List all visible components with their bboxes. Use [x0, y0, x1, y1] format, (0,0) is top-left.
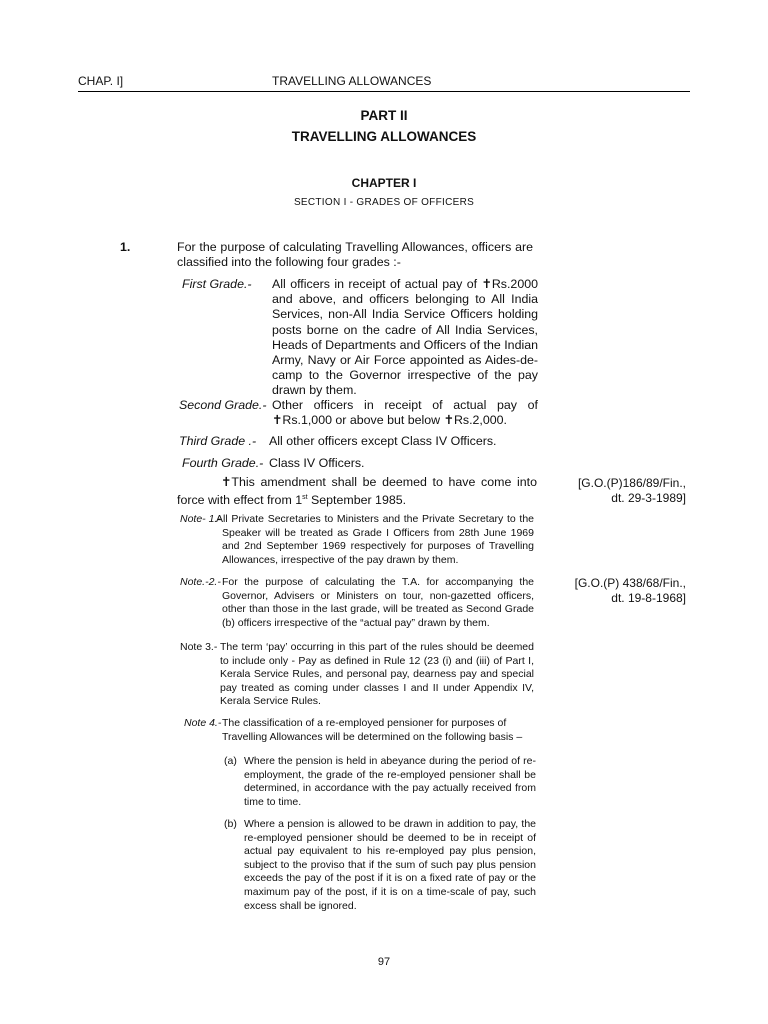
note3-text: The term ‘pay’ occurring in this part of the rules should be deemed to include only - Pay as defined in Rule 12 (23 (i) and (iii) of Part I, Kerala Service Rules, and personal pay, dearness pay and special pay treated as coming under classes I and II under Appendix IV, Kerala Service Rules. [220, 641, 534, 708]
amendment-go-reference [540, 476, 686, 506]
amendment-text-end: September 1985. [307, 493, 407, 508]
rule-number: 1. [120, 240, 131, 254]
note2-go-line1: [G.O.(P) 438/68/Fin., [574, 576, 686, 590]
grade-label-first: First Grade.- [182, 277, 252, 291]
amendment-go-line1: [G.O.(P)186/89/Fin., [577, 476, 686, 490]
note2-go-line2: dt. 19-8-1968] [611, 591, 686, 605]
grade-text-fourth: Class IV Officers. [269, 456, 365, 470]
grade-text-second: Other officers in receipt of actual pay of ✝Rs.1,000 or above but below ✝Rs.2,000. [272, 398, 538, 428]
amendment-superscript: st [302, 494, 308, 502]
header-rule [78, 91, 690, 92]
grade-text-first: All officers in receipt of actual pay of ✝Rs.2000 and above, and officers belonging to All India Services, non-All India Service Officers holding posts borne on the cadre of All India Services, Heads of Departments and Officers of the Indian Army, Navy or Air Force appointed as Aides-de-camp to the Governor irrespective of the pay drawn by them. [272, 277, 538, 398]
grade-text-third: All other officers except Class IV Officers. [269, 434, 497, 448]
amendment-text: ✝This amendment shall be deemed to have come into force with effect from 1 [177, 475, 537, 508]
amendment-note [177, 475, 537, 509]
note4-label: Note 4.- [184, 717, 222, 729]
note4-text: The classification of a re-employed pensioner for purposes of Travelling Allowances will be determined on the following basis – [222, 717, 523, 743]
note4-item-a-text: Where the pension is held in abeyance during the period of re-employment, the grade of the re-employed pensioner shall be determined, in accordance with the pay actually received from time to time. [244, 755, 536, 808]
chapter-reference: CHAP. I] [78, 74, 124, 88]
note3-label: Note 3.- [180, 641, 218, 653]
grade-label-second: Second Grade.- [179, 398, 267, 412]
note4-item-b-label: (b) [224, 818, 237, 830]
note2-go-reference [540, 576, 686, 606]
note4-item-a-label: (a) [224, 755, 237, 767]
note4-item-b-text: Where a pension is allowed to be drawn in addition to pay, the re-employed pensioner should be deemed to be in receipt of actual pay equivalent to his re-employed pay plus pension, subject to the proviso that if the sum of such pay plus pension exceeds the pay of the post if it is on a fixed rate of pay or the maximum pay of the post, if it is on a time-scale of pay, such excess shall be ignored. [244, 818, 536, 912]
grade-label-third: Third Grade .- [179, 434, 257, 448]
chapter-title: CHAPTER I [351, 176, 417, 190]
grade-label-fourth: Fourth Grade.- [182, 456, 264, 470]
amendment-go-line2: dt. 29-3-1989] [611, 491, 686, 505]
section-title: SECTION I - GRADES OF OFFICERS [293, 197, 475, 208]
running-title: TRAVELLING ALLOWANCES [272, 74, 432, 88]
page-number: 97 [377, 956, 391, 968]
rule-intro: For the purpose of calculating Travelling Allowances, officers are classified into the following four grades :- [177, 240, 533, 270]
part-title: PART II [360, 108, 408, 123]
note1-text: All Private Secretaries to Ministers and the Private Secretary to the Speaker will be treated as Grade I Officers from 28th June 1969 and 2nd September 1969 respectively for purposes of Travelling Allowances, irrespective of the pay drawn by them. [216, 513, 534, 566]
note2-text: For the purpose of calculating the T.A. for accompanying the Governor, Advisers or Ministers on tour, non-gazetted officers, other than those in the last grade, will be treated as Second Grade (b) officers irrespective of the “actual pay” drawn by them. [222, 576, 534, 629]
note1-label: Note- 1.- [180, 513, 221, 525]
note2-label: Note.-2.- [180, 576, 221, 588]
part-subtitle: TRAVELLING ALLOWANCES [291, 129, 477, 144]
